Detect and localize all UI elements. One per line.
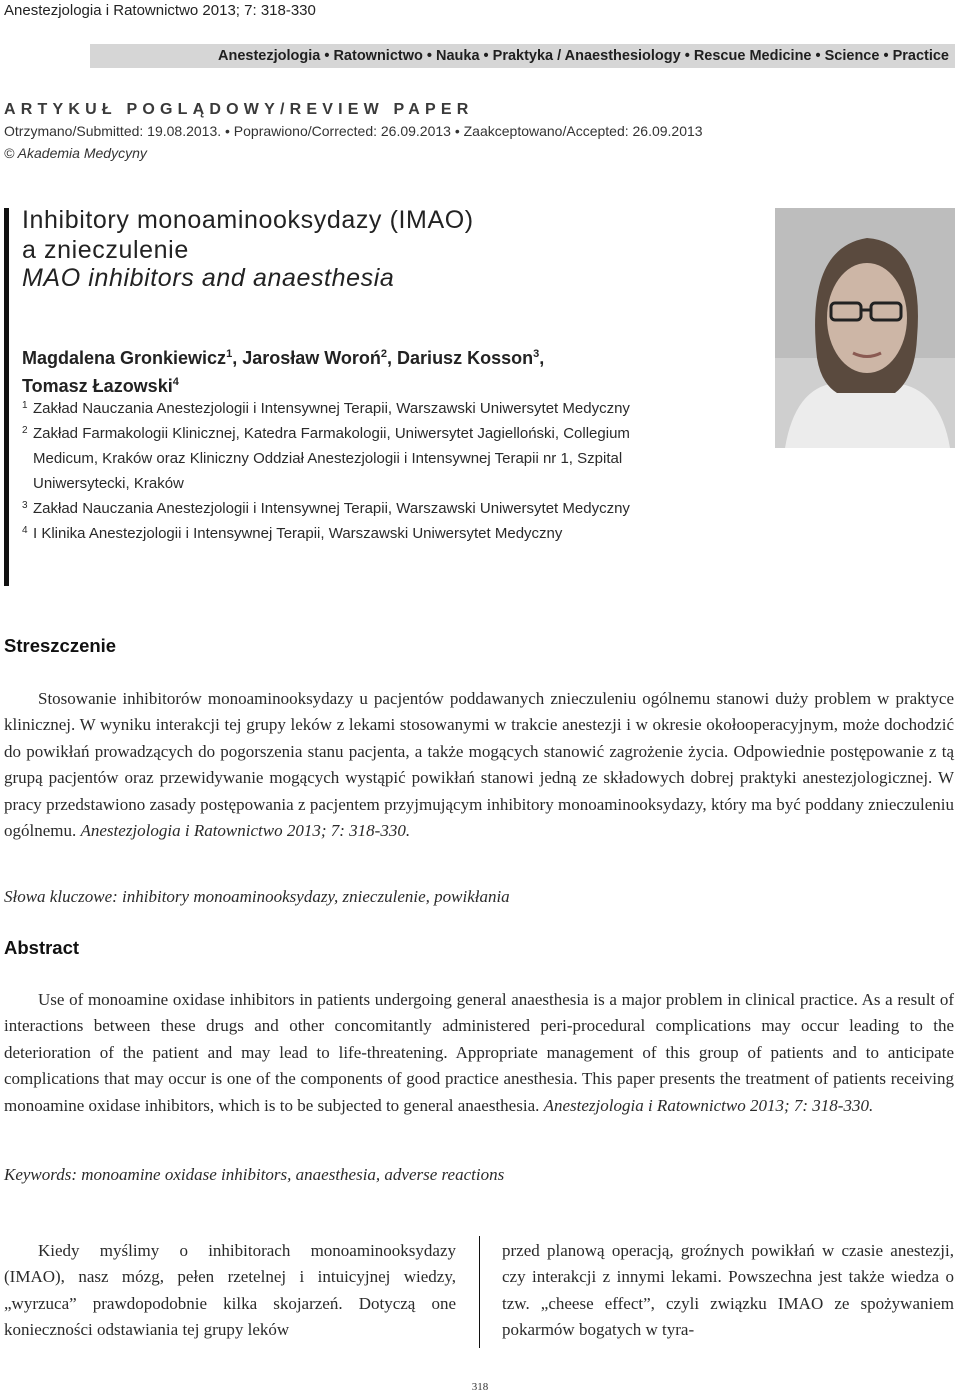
title-english: MAO inhibitors and anaesthesia bbox=[22, 264, 395, 292]
affiliation-number: 4 bbox=[22, 525, 28, 536]
author-2-affiliation: 2 bbox=[380, 348, 388, 360]
author-separator: , bbox=[539, 348, 545, 368]
affiliation-text: Zakład Nauczania Anestezjologii i Intensywnej Terapii, Warszawski Uniwersytet Medyczny bbox=[33, 500, 630, 517]
author-1-affiliation: 1 bbox=[226, 348, 233, 360]
title-polish bbox=[22, 205, 722, 265]
page-number: 318 bbox=[471, 1381, 489, 1393]
affiliation-text: I Klinika Anestezjologii i Intensywnej Terapii, Warszawski Uniwersytet Medyczny bbox=[33, 525, 563, 542]
journal-reference: Anestezjologia i Ratownictwo 2013; 7: 318-330 bbox=[4, 2, 316, 19]
keywords-polish: Słowa kluczowe: inhibitory monoaminooksydazy, znieczulenie, powikłania bbox=[4, 887, 510, 906]
body-column-right: przed planową operacją, groźnych powikłań w czasie anestezji, czy interakcji z innymi lekami. Powszechna jest także wiedza o tzw. „cheese effect”, czyli związku IMAO ze spożywaniem pokarmów bogatych w tyra- bbox=[502, 1241, 954, 1340]
abstract-polish-citation: Anestezjologia i Ratownictwo 2013; 7: 318-330. bbox=[80, 821, 411, 841]
keywords-english: Keywords: monoamine oxidase inhibitors, anaesthesia, adverse reactions bbox=[4, 1165, 505, 1184]
abstract-polish-heading: Streszczenie bbox=[4, 635, 117, 656]
affiliation-item bbox=[22, 496, 782, 521]
affiliation-number: 1 bbox=[22, 400, 28, 411]
abstract-polish-body bbox=[4, 686, 954, 844]
affiliation-item bbox=[22, 421, 782, 496]
copyright-line: © Akademia Medycyny bbox=[4, 145, 147, 161]
abstract-english-heading: Abstract bbox=[4, 937, 80, 958]
affiliation-number: 3 bbox=[22, 500, 28, 511]
abstract-english-citation: Anestezjologia i Ratownictwo 2013; 7: 318-330. bbox=[543, 1095, 874, 1115]
portrait-icon bbox=[775, 208, 955, 448]
affiliation-text: Zakład Farmakologii Klinicznej, Katedra Farmakologii, Uniwersytet Jagielloński, Collegium Medicum, Kraków oraz Kliniczny Oddział Anestezjologii i Intensywnej Terapii nr 1, Szpital Uniwersytecki, Kraków bbox=[33, 425, 630, 492]
title-side-rule bbox=[4, 208, 9, 586]
author-3: Dariusz Kosson bbox=[397, 348, 534, 368]
affiliation-item bbox=[22, 396, 782, 421]
author-list bbox=[22, 342, 742, 398]
author-separator: , bbox=[232, 348, 243, 368]
abstract-polish-text: Stosowanie inhibitorów monoaminooksydazy u pacjentów poddawanych znieczuleniu ogólnemu stanowi duży problem w praktyce klinicznej. W wyniku interakcji tej grupy leków z lekami stosowanymi w trakcie anestezji i w okresie okołooperacyjnym, może dochodzić do powikłań prowadzących do pogorszenia stanu pacjenta, a także mogących stanowić zagrożenie życia. Odpowiednie postępowanie z tą grupą pacjentów oraz przewidywanie mogących wystąpić powikłań stanowi jedną ze składowych dobrej praktyki anestezjologicznej. W pracy przedstawiono zasady postępowania z pacjentem przyjmującym inhibitory monoaminooksydazy, który ma być poddany znieczuleniu ogólnemu. bbox=[4, 689, 954, 841]
affiliation-number: 2 bbox=[22, 425, 28, 436]
author-4-affiliation: 4 bbox=[172, 376, 179, 388]
author-2: Jarosław Woroń bbox=[242, 348, 381, 368]
affiliation-text: Zakład Nauczania Anestezjologii i Intensywnej Terapii, Warszawski Uniwersytet Medyczny bbox=[33, 400, 630, 417]
author-3-affiliation: 3 bbox=[533, 348, 540, 360]
abstract-english-body bbox=[4, 987, 954, 1119]
affiliation-list bbox=[22, 396, 782, 546]
banner-text: Anestezjologia • Ratownictwo • Nauka • Praktyka / Anaesthesiology • Rescue Medicine • Science • Practice bbox=[218, 48, 949, 64]
journal-banner bbox=[90, 44, 955, 68]
title-polish-line-1: Inhibitory monoaminooksydazy (IMAO) bbox=[22, 206, 474, 234]
author-separator: , bbox=[387, 348, 398, 368]
affiliation-item bbox=[22, 521, 782, 546]
author-1: Magdalena Gronkiewicz bbox=[22, 348, 227, 368]
body-column-left: Kiedy myślimy o inhibitorach monoaminooksydazy (IMAO), nasz mózg, pełen rzetelnej i intuicyjnej wiedzy, „wyrzuca” prawdopodobnie kilka skojarzeń. Dotyczą one konieczności odstawiania tej grupy leków bbox=[4, 1241, 456, 1340]
submission-dates: Otrzymano/Submitted: 19.08.2013. • Poprawiono/Corrected: 26.09.2013 • Zaakceptowano/Accepted: 26.09.2013 bbox=[4, 123, 703, 139]
column-divider bbox=[479, 1236, 480, 1348]
article-type: ARTYKUŁ POGLĄDOWY/REVIEW PAPER bbox=[4, 101, 474, 118]
author-photo bbox=[775, 208, 955, 448]
title-polish-line-2: a znieczulenie bbox=[22, 236, 189, 264]
author-4: Tomasz Łazowski bbox=[22, 376, 173, 396]
abstract-english-text: Use of monoamine oxidase inhibitors in patients undergoing general anaesthesia is a major problem in clinical practice. As a result of interactions between these drugs and other concomitantly administered peri-procedural complications may occur leading to the deterioration of the patient and may lead to life-threatening. Appropriate management of this group of patients and to anticipate complications that may occur is one of the components of good practice anesthesia. This paper presents the treatment of patients receiving monoamine oxidase inhibitors, which is to be subjected to general anaesthesia. bbox=[4, 990, 954, 1115]
